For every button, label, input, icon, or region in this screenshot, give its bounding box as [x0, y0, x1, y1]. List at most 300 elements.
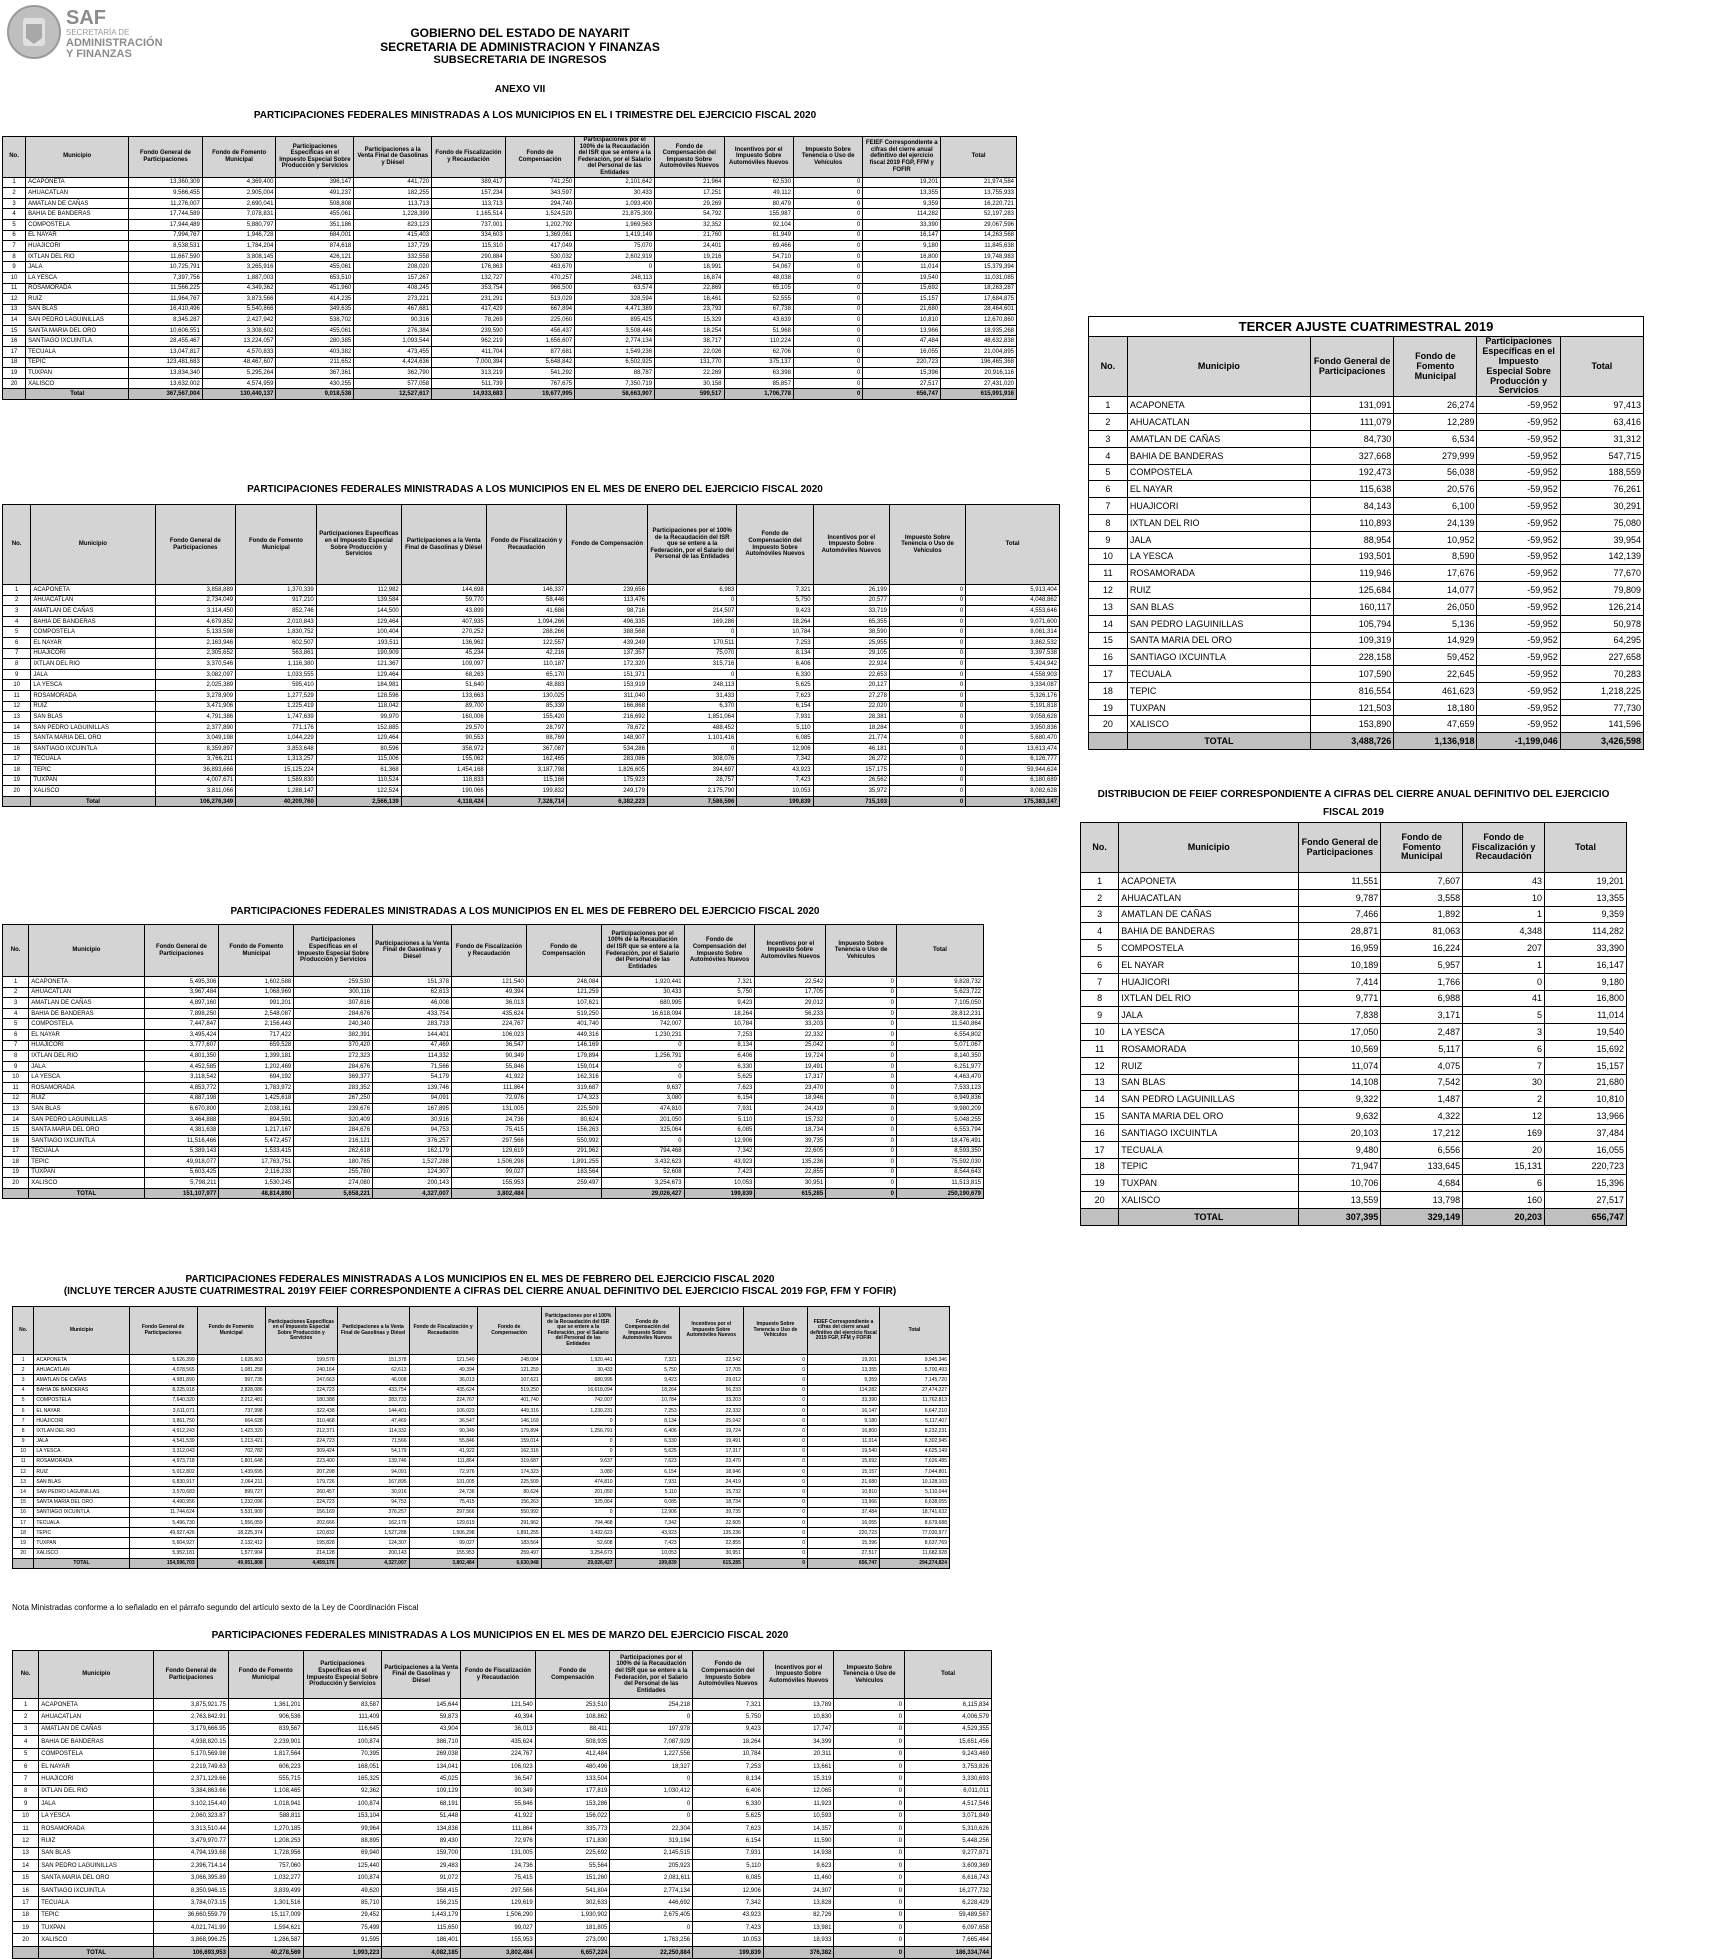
table-cell: 94,753	[373, 1125, 452, 1136]
table-cell: 7,044,801	[879, 1467, 949, 1477]
table-cell: 6	[1463, 1175, 1545, 1192]
table-cell: 794,468	[541, 1518, 615, 1528]
table-cell: 13,966	[808, 1497, 880, 1507]
table-cell: 3,861,750	[129, 1416, 197, 1426]
table-cell: 17,317	[679, 1446, 743, 1456]
table-row	[1089, 615, 1644, 632]
table-cell: 8,061,314	[966, 627, 1060, 638]
table-cell: 188,559	[1560, 464, 1643, 481]
table-cell: 456,437	[505, 325, 574, 336]
table-cell: 0	[743, 1538, 807, 1548]
table-cell: 184,981	[316, 680, 401, 691]
table-cell: 1,920,441	[601, 977, 684, 988]
table-cell: 0	[889, 765, 965, 776]
table-cell: 113,713	[432, 198, 506, 209]
table-cell: -59,952	[1477, 464, 1560, 481]
table-cell: 115,650	[382, 1922, 461, 1934]
row-number: 12	[13, 1835, 39, 1847]
table-cell: 7,342	[737, 754, 813, 765]
municipio-name: SANTIAGO IXCUINTLA	[1119, 1124, 1299, 1141]
table-cell: 852,746	[236, 606, 317, 617]
table-cell: 36,013	[461, 1723, 536, 1735]
table-cell: 16,410,496	[129, 304, 203, 315]
table-row	[3, 1104, 984, 1115]
table-row	[3, 347, 1017, 358]
table-cell: 84,730	[1310, 430, 1393, 447]
table-row	[3, 230, 1017, 241]
table-cell: 224,723	[265, 1436, 337, 1446]
table-cell: 474,810	[601, 1104, 684, 1115]
table-cell: 1,784,204	[202, 241, 276, 252]
table-cell: 22,653	[813, 669, 889, 680]
table-cell: 1,093,544	[354, 336, 432, 347]
table-cell: 110,224	[724, 336, 793, 347]
table-cell: 36,547	[409, 1416, 477, 1426]
table-cell: 1,589,830	[236, 775, 317, 786]
table-cell: 5,625	[615, 1446, 679, 1456]
table-cell: 538,702	[276, 315, 354, 326]
row-number: 12	[1081, 1057, 1119, 1074]
trim-header-row	[3, 137, 1017, 178]
table-cell: 8,637,769	[879, 1538, 949, 1548]
table-cell: 9,566,455	[129, 188, 203, 199]
table-cell: 82,726	[763, 1909, 834, 1921]
municipio-name: LA YESCA	[34, 1446, 129, 1456]
table-row	[13, 1416, 950, 1426]
table-cell: 179,726	[265, 1477, 337, 1487]
table-cell: 12,906	[737, 743, 813, 754]
table-cell: 5,750	[737, 595, 813, 606]
table-cell: 179,894	[477, 1426, 541, 1436]
table-cell: 0	[889, 712, 965, 723]
table-cell: 5,191,818	[966, 701, 1060, 712]
table-cell: -59,952	[1477, 598, 1560, 615]
municipio-name: SAN PEDRO LAGUINILLAS	[1119, 1091, 1299, 1108]
table-cell: 307,616	[294, 998, 373, 1009]
table-cell: 25,955	[813, 637, 889, 648]
total-cell: 7,328,714	[486, 796, 567, 807]
table-cell: 0	[889, 595, 965, 606]
table-cell: 480,496	[535, 1760, 610, 1772]
table-cell: 5,495,306	[144, 977, 219, 988]
table-cell: 0	[743, 1487, 807, 1497]
table-cell: 7,931	[615, 1477, 679, 1487]
table-cell: 343,597	[505, 188, 574, 199]
row-number: 3	[1089, 430, 1128, 447]
municipio-name: RUIZ	[1127, 582, 1310, 599]
table-tercer-block	[1088, 316, 1644, 750]
table-cell: 10,725,791	[129, 262, 203, 273]
table-cell: 180,388	[265, 1395, 337, 1405]
table-cell: 2,487	[1381, 1024, 1463, 1041]
municipio-name: XALISCO	[1119, 1192, 1299, 1209]
table-row	[13, 1860, 992, 1872]
table-cell: 0	[889, 669, 965, 680]
table-cell: 541,292	[505, 368, 574, 379]
table-cell: 3,171	[1381, 1007, 1463, 1024]
table-cell: 43,923	[684, 1157, 755, 1168]
row-number: 1	[1081, 873, 1119, 890]
table-cell: 59,452	[1394, 649, 1477, 666]
table-cell: 55,846	[409, 1436, 477, 1446]
table-cell: 966,500	[505, 283, 574, 294]
table-cell: 168,051	[303, 1760, 382, 1772]
total-spacer	[3, 796, 31, 807]
table-cell: 14,938	[763, 1847, 834, 1859]
marzo-grid	[12, 1650, 992, 1959]
table-cell: 519,250	[526, 1008, 601, 1019]
table-cell: 162,179	[373, 1146, 452, 1157]
table-cell: 4,424,636	[354, 357, 432, 368]
table-cell: 110,187	[486, 659, 567, 670]
table-cell: 121,259	[526, 987, 601, 998]
table-cell: 3,950,836	[966, 722, 1060, 733]
table-row	[3, 1019, 984, 1030]
table-row	[3, 283, 1017, 294]
row-number: 3	[3, 606, 31, 617]
column-header-fgp: Fondo General de Participaciones	[1310, 337, 1393, 397]
table-cell: 20	[1463, 1141, 1545, 1158]
total-cell: 6,382,223	[567, 796, 648, 807]
table-row	[3, 336, 1017, 347]
total-cell: 294,274,824	[879, 1558, 949, 1568]
table-cell: 18,946	[755, 1093, 826, 1104]
row-number: 19	[13, 1922, 39, 1934]
table-cell: 144,500	[316, 606, 401, 617]
table-cell: 223,400	[265, 1456, 337, 1466]
municipio-name: RUIZ	[1119, 1057, 1299, 1074]
column-header-fofir: Fondo de Fiscalización y Recaudación	[409, 1307, 477, 1355]
table-cell: 21,680	[863, 304, 941, 315]
row-number: 11	[13, 1456, 34, 1466]
row-number: 8	[3, 251, 26, 262]
table-cell: 319,687	[477, 1456, 541, 1466]
table-cell: 11,540,864	[896, 1019, 983, 1030]
column-header-no: No.	[13, 1651, 39, 1699]
table-cell: 183,564	[526, 1167, 601, 1178]
table-cell: 50,978	[1560, 615, 1643, 632]
column-header-no: No.	[3, 925, 29, 977]
table-cell: 2,064,211	[197, 1477, 265, 1487]
table-cell: 128,596	[316, 690, 401, 701]
table-cell: 7,533,123	[896, 1082, 983, 1093]
table-cell: 0	[889, 585, 965, 596]
table-cell: 541,804	[535, 1884, 610, 1896]
row-number: 8	[3, 659, 31, 670]
table-cell: 1,270,185	[228, 1822, 303, 1834]
table-cell: 757,060	[228, 1860, 303, 1872]
table-cell: 5,110,044	[879, 1487, 949, 1497]
table-cell: 248,084	[526, 977, 601, 988]
table-cell: 0	[601, 1135, 684, 1146]
table-cell: 75,499	[303, 1922, 382, 1934]
table-cell: 75,080	[1560, 514, 1643, 531]
svg-text:ADMINISTRACIÓN: ADMINISTRACIÓN	[66, 37, 163, 49]
table-row	[3, 977, 984, 988]
table-cell: 10,810	[1545, 1091, 1627, 1108]
table-row	[3, 262, 1017, 273]
table-cell: 10	[1463, 889, 1545, 906]
table-cell: 3,118,542	[144, 1072, 219, 1083]
municipio-name: ROSAMORADA	[29, 1082, 144, 1093]
row-number: 11	[3, 690, 31, 701]
table-cell: 115,638	[1310, 481, 1393, 498]
table-row	[3, 1125, 984, 1136]
header-line-1: GOBIERNO DEL ESTADO DE NAYARIT	[410, 26, 630, 40]
table-cell: 6,011,011	[905, 1785, 992, 1797]
table-cell: 4,078,565	[129, 1365, 197, 1375]
row-number: 6	[1089, 481, 1128, 498]
table-cell: 1,277,529	[236, 690, 317, 701]
row-number: 13	[3, 712, 31, 723]
table-row	[13, 1355, 950, 1365]
municipio-name: LA YESCA	[1127, 548, 1310, 565]
table-cell: 227,658	[1560, 649, 1643, 666]
row-number: 12	[3, 1093, 29, 1104]
table-cell: 0	[834, 1736, 905, 1748]
municipio-name: IXTLAN DEL RIO	[1119, 990, 1299, 1007]
table-cell: 7,350,719	[575, 378, 655, 389]
table-cell: 224,767	[409, 1395, 477, 1405]
table-cell: 13,798	[1381, 1192, 1463, 1209]
column-header-gas: Participaciones a la Venta Final de Gasolinas y Diésel	[401, 505, 486, 585]
table-cell: 13,355	[863, 188, 941, 199]
table-row	[1089, 498, 1644, 515]
row-number: 14	[13, 1860, 39, 1872]
row-number: 19	[3, 1167, 29, 1178]
table-cell: 30	[1463, 1074, 1545, 1091]
table-cell: 33,390	[863, 219, 941, 230]
column-header-ffm: Fondo de Fomento Municipal	[219, 925, 294, 977]
table-row	[3, 368, 1017, 379]
table-cell: 29,483	[382, 1860, 461, 1872]
table-cell: 18,933	[763, 1934, 834, 1946]
table-cell: 0	[793, 272, 862, 283]
row-number: 19	[1089, 699, 1128, 716]
table-cell: 0	[743, 1497, 807, 1507]
table-cell: 0	[1463, 973, 1545, 990]
table-cell: 54,179	[373, 1072, 452, 1083]
table-cell: 75,415	[452, 1125, 527, 1136]
table-cell: 4,075	[1381, 1057, 1463, 1074]
total-cell: 106,276,349	[155, 796, 236, 807]
column-header-fgp: Fondo General de Participaciones	[155, 505, 236, 585]
table-cell: 3,312,043	[129, 1446, 197, 1456]
total-cell: 14,933,683	[432, 389, 506, 400]
table-ajuste	[12, 1306, 950, 1569]
column-header-ffm: Fondo de Fomento Municipal	[1381, 823, 1463, 873]
column-header-ffm: Fondo de Fomento Municipal	[197, 1307, 265, 1355]
table-cell: 21,964	[655, 177, 724, 188]
column-header-ffm: Fondo de Fomento Municipal	[1394, 337, 1477, 397]
table-cell: 259,497	[526, 1178, 601, 1189]
table-row	[13, 1487, 950, 1497]
table-cell: 7,423	[693, 1922, 764, 1934]
table-cell: 435,624	[452, 1008, 527, 1019]
table-cell: 1,230,231	[601, 1029, 684, 1040]
table-cell: 367,087	[486, 743, 567, 754]
table-cell: 81,063	[1381, 923, 1463, 940]
column-header-fofir: Fondo de Fiscalización y Recaudación	[452, 925, 527, 977]
table-cell: 89,430	[382, 1835, 461, 1847]
table-cell: 816,554	[1310, 682, 1393, 699]
table-cell: 0	[793, 325, 862, 336]
table-cell: 123,481,683	[129, 357, 203, 368]
table-cell: 5,680,470	[966, 733, 1060, 744]
table-cell: 10,784	[737, 627, 813, 638]
table-cell: 451,960	[276, 283, 354, 294]
table-cell: 1,946,728	[202, 230, 276, 241]
table-cell: 376,257	[373, 1135, 452, 1146]
table-cell: 13,360,309	[129, 177, 203, 188]
table-cell: 388,568	[567, 627, 648, 638]
table-cell: 89,700	[401, 701, 486, 712]
table-cell: 3	[1463, 1024, 1545, 1041]
table-cell: 9,623	[763, 1860, 834, 1872]
table-cell: 63,416	[1560, 414, 1643, 431]
table-cell: 9,771	[1299, 990, 1381, 1007]
table-cell: 4,558,903	[966, 669, 1060, 680]
table-cell: 94,753	[337, 1497, 409, 1507]
row-number: 15	[3, 733, 31, 744]
table-cell: 18,741,632	[879, 1507, 949, 1517]
table-cell: 64,295	[1560, 632, 1643, 649]
feief-grid	[1080, 822, 1627, 1226]
table-cell: 0	[889, 648, 965, 659]
table-cell: 1,369,061	[505, 230, 574, 241]
table-cell: 113,476	[567, 595, 648, 606]
table-cell: 11,566,225	[129, 283, 203, 294]
row-number: 12	[1089, 582, 1128, 599]
table-cell: 5,750	[684, 987, 755, 998]
table-cell: 5,750	[615, 1365, 679, 1375]
table-cell: 5,170,569.98	[154, 1748, 229, 1760]
table-cell: 4,452,585	[144, 1061, 219, 1072]
table-cell: 155,953	[452, 1178, 527, 1189]
row-number: 6	[1081, 956, 1119, 973]
table-cell: 20,127	[813, 680, 889, 691]
row-number: 1	[3, 177, 26, 188]
table-cell: 6,647,210	[879, 1405, 949, 1415]
table-cell: 1,208,253	[228, 1835, 303, 1847]
table-cell: 30,158	[655, 378, 724, 389]
table-cell: 3,330,693	[905, 1773, 992, 1785]
row-number: 11	[1081, 1040, 1119, 1057]
table-cell: 17,317	[755, 1072, 826, 1083]
table-cell: 1,454,168	[401, 765, 486, 776]
table-cell: 389,417	[432, 177, 506, 188]
table-cell: 0	[793, 241, 862, 252]
column-header-ieps: Participaciones Específicas en el Impuesto Especial Sobre Producción y Servicios	[265, 1307, 337, 1355]
column-header-ieps: Participaciones Específicas en el Impuesto Especial Sobre Producción y Servicios	[294, 925, 373, 977]
total-cell: 307,395	[1299, 1208, 1381, 1225]
table-row	[1089, 666, 1644, 683]
enero-header-row	[3, 505, 1060, 585]
column-header-total: Total	[896, 925, 983, 977]
table-row	[13, 1773, 992, 1785]
municipio-name: SAN PEDRO LAGUINILLAS	[26, 315, 129, 326]
table-cell: 276,384	[354, 325, 432, 336]
total-cell: 3,802,484	[409, 1558, 477, 1568]
table-cell: 358,972	[401, 743, 486, 754]
table-cell: 71,947	[1299, 1158, 1381, 1175]
table-cell: 0	[793, 294, 862, 305]
table-cell: 17,212	[1381, 1124, 1463, 1141]
table-row	[1081, 1141, 1627, 1158]
table-cell: 20,577	[813, 595, 889, 606]
table-cell: 157,267	[354, 272, 432, 283]
total-cell: 4,327,007	[373, 1188, 452, 1199]
municipio-name: AMATLAN DE CAÑAS	[29, 998, 144, 1009]
row-number: 7	[3, 241, 26, 252]
table-cell: 4,471,389	[575, 304, 655, 315]
row-number: 6	[3, 1029, 29, 1040]
municipio-name: LA YESCA	[31, 680, 155, 691]
table-cell: 455,061	[276, 262, 354, 273]
table-cell: 6,251,977	[896, 1061, 983, 1072]
table-cell: 0	[793, 357, 862, 368]
table-cell: 3,875,921.75	[154, 1699, 229, 1711]
table-cell: 99,027	[452, 1167, 527, 1178]
table-cell: 99,970	[316, 712, 401, 723]
total-cell: 1,136,918	[1394, 733, 1477, 750]
table-cell: 2,690,041	[202, 198, 276, 209]
table-cell: 21,974,584	[941, 177, 1017, 188]
table-cell: 0	[743, 1416, 807, 1426]
municipio-name: ROSAMORADA	[34, 1456, 129, 1466]
table-cell: 315,716	[648, 659, 737, 670]
table-row	[3, 701, 1060, 712]
row-number: 13	[13, 1477, 34, 1487]
table-cell: 328,594	[575, 294, 655, 305]
table-cell: 2,010,843	[236, 616, 317, 627]
table-row	[3, 209, 1017, 220]
table-cell: 15,692	[863, 283, 941, 294]
table-cell: 10,810	[808, 1487, 880, 1497]
table-cell: 7,145,720	[879, 1375, 949, 1385]
row-number: 11	[3, 283, 26, 294]
table-row	[3, 272, 1017, 283]
table-cell: 18,225,374	[197, 1528, 265, 1538]
table-cell: 4,006,579	[905, 1711, 992, 1723]
table-cell: 433,754	[373, 1008, 452, 1019]
table-cell: 7,321	[684, 977, 755, 988]
total-cell: 376,382	[763, 1946, 834, 1958]
table-cell: 534,286	[567, 743, 648, 754]
table-cell: 0	[834, 1860, 905, 1872]
column-header-feief: FEIEF Correspondiente a cifras del cierre anual definitivo del ejercicio fiscal 2019 FGP, FFM y FOFIR	[863, 137, 941, 178]
table-cell: 0	[793, 368, 862, 379]
table-cell: 297,566	[452, 1135, 527, 1146]
table-cell: 7,423	[684, 1167, 755, 1178]
row-number: 19	[1081, 1175, 1119, 1192]
table-cell: 4,625,149	[879, 1446, 949, 1456]
table-cell: 4,912,243	[129, 1426, 197, 1436]
table-cell: 28,381	[813, 712, 889, 723]
table-cell: 0	[826, 1029, 897, 1040]
table-cell: 15,329	[655, 315, 724, 326]
table-cell: 30,433	[575, 188, 655, 199]
table-cell: 1,826,605	[567, 765, 648, 776]
table-cell: 327,668	[1310, 447, 1393, 464]
table-cell: 3,862,532	[966, 637, 1060, 648]
table-cell: 26,050	[1394, 598, 1477, 615]
table-cell: 146,169	[526, 1040, 601, 1051]
table-cell: 0	[834, 1909, 905, 1921]
table-cell: 4,897,160	[144, 998, 219, 1009]
table-cell: 18,734	[679, 1497, 743, 1507]
column-header-ish: Fondo de Compensación del Impuesto Sobre Automóviles Nuevos	[693, 1651, 764, 1699]
